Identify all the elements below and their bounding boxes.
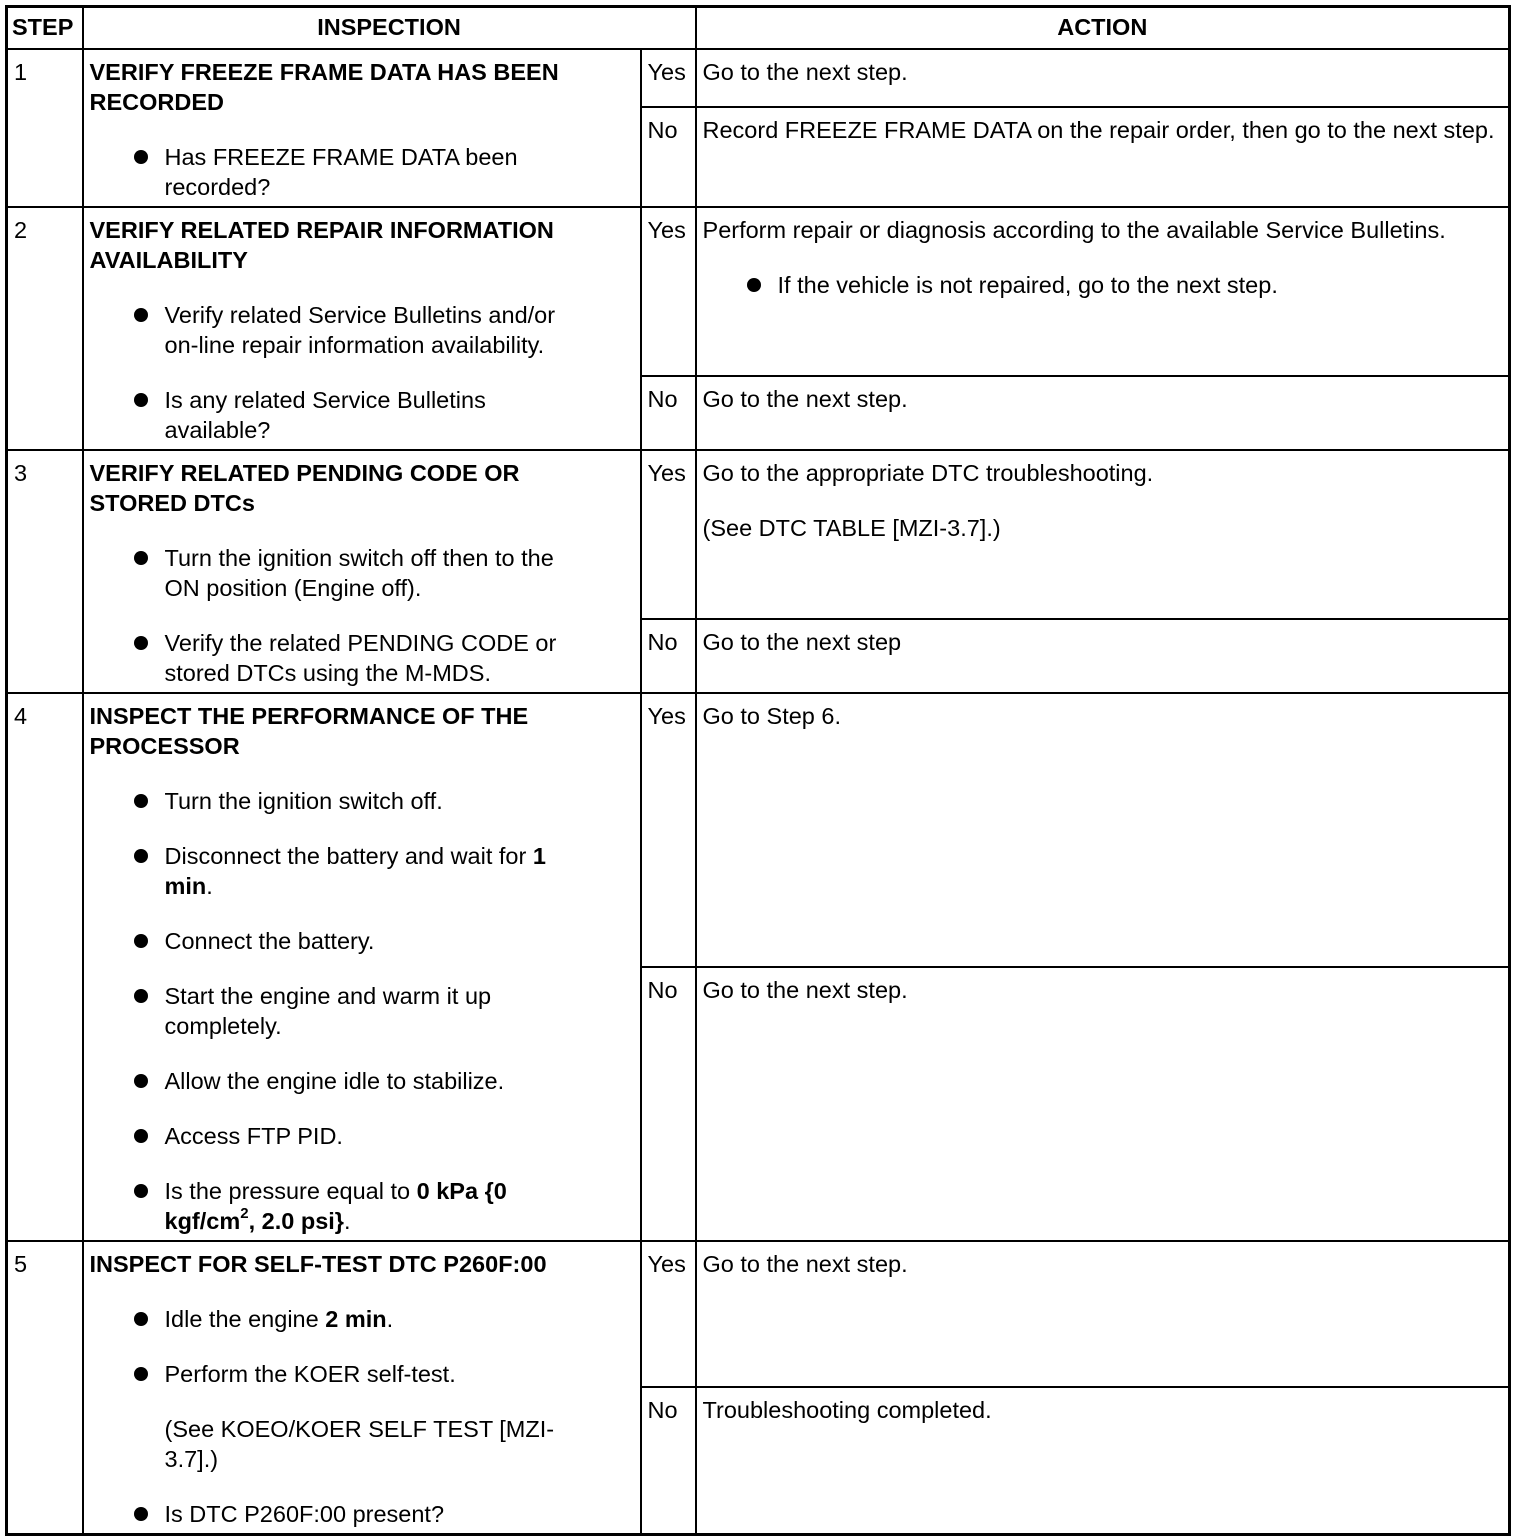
bullet-icon (134, 393, 148, 407)
yes-action: Go to Step 6. (696, 693, 1510, 967)
bullet-icon (134, 1312, 148, 1326)
list-item (90, 981, 635, 1041)
yes-label: Yes (641, 1241, 696, 1388)
bullet-text: . (343, 1207, 351, 1234)
list-item (90, 926, 635, 956)
bullet-icon (134, 636, 148, 650)
reference-text: (See KOEO/KOER SELF TEST [MZI-3.7].) (164, 1415, 555, 1472)
bullet-icon (134, 551, 148, 565)
yes-label: Yes (641, 693, 696, 967)
list-item (90, 628, 635, 688)
step-number: 5 (7, 1241, 83, 1535)
bullet-icon (134, 308, 148, 322)
yes-action: Go to the next step. (696, 49, 1510, 107)
yes-label: Yes (641, 49, 696, 107)
no-action: Go to the next step. (696, 967, 1510, 1241)
list-item (90, 142, 635, 202)
no-label: No (641, 1387, 696, 1534)
inspection-cell (83, 49, 641, 207)
no-label: No (641, 107, 696, 207)
no-label: No (641, 376, 696, 450)
inspection-title: INSPECT THE PERFORMANCE OF THE PROCESSOR (89, 702, 529, 759)
inspection-title: INSPECT FOR SELF-TEST DTC P260F:00 (89, 1250, 547, 1277)
inspection-title: VERIFY RELATED PENDING CODE OR STORED DTCs (89, 459, 520, 516)
bullet-text: Connect the battery. (164, 927, 375, 954)
no-action: Troubleshooting completed. (696, 1387, 1510, 1534)
no-action: Go to the next step (696, 619, 1510, 692)
bullet-text: Turn the ignition switch off. (164, 787, 443, 814)
yes-action (696, 450, 1510, 620)
table-row (7, 49, 1510, 107)
bullet-text: Perform the KOER self-test. (164, 1360, 456, 1387)
bullet-text: Access FTP PID. (164, 1122, 343, 1149)
table-row (7, 450, 1510, 620)
step-number: 3 (7, 450, 83, 693)
inspection-cell (83, 450, 641, 693)
list-item (90, 1359, 635, 1389)
bullet-icon (134, 989, 148, 1003)
inspection-title: VERIFY FREEZE FRAME DATA HAS BEEN RECORDED (89, 58, 559, 115)
bullet-text: Is any related Service Bulletins available? (164, 386, 486, 443)
yes-label: Yes (641, 450, 696, 620)
bullet-bold: 0 kPa {0 kgf/cm (164, 1177, 507, 1234)
bullet-text: . (206, 872, 213, 899)
action-text: Go to the appropriate DTC troubleshooting. (702, 459, 1154, 486)
bullet-text: Start the engine and warm it up completely. (164, 982, 492, 1039)
header-action: ACTION (696, 7, 1510, 49)
table-row (7, 1241, 1510, 1388)
yes-label: Yes (641, 207, 696, 376)
list-item (90, 300, 635, 360)
no-label: No (641, 967, 696, 1241)
table-row (7, 207, 1510, 376)
list-item (90, 1499, 635, 1529)
header-inspection: INSPECTION (83, 7, 696, 49)
bullet-bold: , 2.0 psi} (248, 1207, 344, 1234)
list-item (90, 543, 635, 603)
bullet-icon (747, 278, 761, 292)
bullet-text: Disconnect the battery and wait for (164, 842, 533, 869)
bullet-text: Turn the ignition switch off then to the ON position (Engine off). (164, 544, 554, 601)
bullet-icon (134, 150, 148, 164)
header-step: STEP (7, 7, 83, 49)
header-row (7, 7, 1510, 49)
reference-text: (See DTC TABLE [MZI-3.7].) (702, 514, 1001, 541)
bullet-text: Idle the engine (164, 1305, 326, 1332)
bullet-text: Allow the engine idle to stabilize. (164, 1067, 505, 1094)
inspection-title: VERIFY RELATED REPAIR INFORMATION AVAILABILITY (89, 216, 554, 273)
step-number: 4 (7, 693, 83, 1241)
bullet-icon (134, 1184, 148, 1198)
diagnostic-table (5, 5, 1511, 1536)
table-row (7, 693, 1510, 967)
bullet-icon (134, 1129, 148, 1143)
bullet-icon (134, 934, 148, 948)
bullet-bold: 2 min (325, 1305, 387, 1332)
bullet-superscript: 2 (240, 1204, 249, 1222)
yes-action (696, 207, 1510, 376)
list-item (703, 270, 1504, 300)
bullet-bold: 1 min (164, 842, 546, 899)
yes-action: Go to the next step. (696, 1241, 1510, 1388)
bullet-text: . (386, 1305, 394, 1332)
step-number: 2 (7, 207, 83, 450)
bullet-text: Is DTC P260F:00 present? (164, 1500, 445, 1527)
inspection-cell (83, 1241, 641, 1535)
list-item (90, 385, 635, 445)
bullet-icon (134, 794, 148, 808)
list-item (90, 1176, 635, 1236)
bullet-text: Verify related Service Bulletins and/or on-line repair information availability. (164, 301, 556, 358)
bullet-text: Has FREEZE FRAME DATA been recorded? (164, 143, 518, 200)
list-item (90, 1414, 635, 1474)
no-action: Go to the next step. (696, 376, 1510, 450)
list-item (90, 1304, 635, 1334)
bullet-icon (134, 1507, 148, 1521)
inspection-cell (83, 207, 641, 450)
list-item (90, 786, 635, 816)
bullet-icon (134, 1074, 148, 1088)
inspection-cell (83, 693, 641, 1241)
bullet-text: Verify the related PENDING CODE or stored DTCs using the M-MDS. (164, 629, 557, 686)
bullet-icon (134, 1367, 148, 1381)
step-number: 1 (7, 49, 83, 207)
list-item (90, 841, 635, 901)
bullet-text: If the vehicle is not repaired, go to the next step. (777, 271, 1278, 298)
list-item (90, 1066, 635, 1096)
no-label: No (641, 619, 696, 692)
no-action: Record FREEZE FRAME DATA on the repair order, then go to the next step. (696, 107, 1510, 207)
list-item (90, 1121, 635, 1151)
action-text: Perform repair or diagnosis according to the available Service Bulletins. (702, 216, 1446, 243)
bullet-icon (134, 849, 148, 863)
bullet-text: Is the pressure equal to (164, 1177, 417, 1204)
